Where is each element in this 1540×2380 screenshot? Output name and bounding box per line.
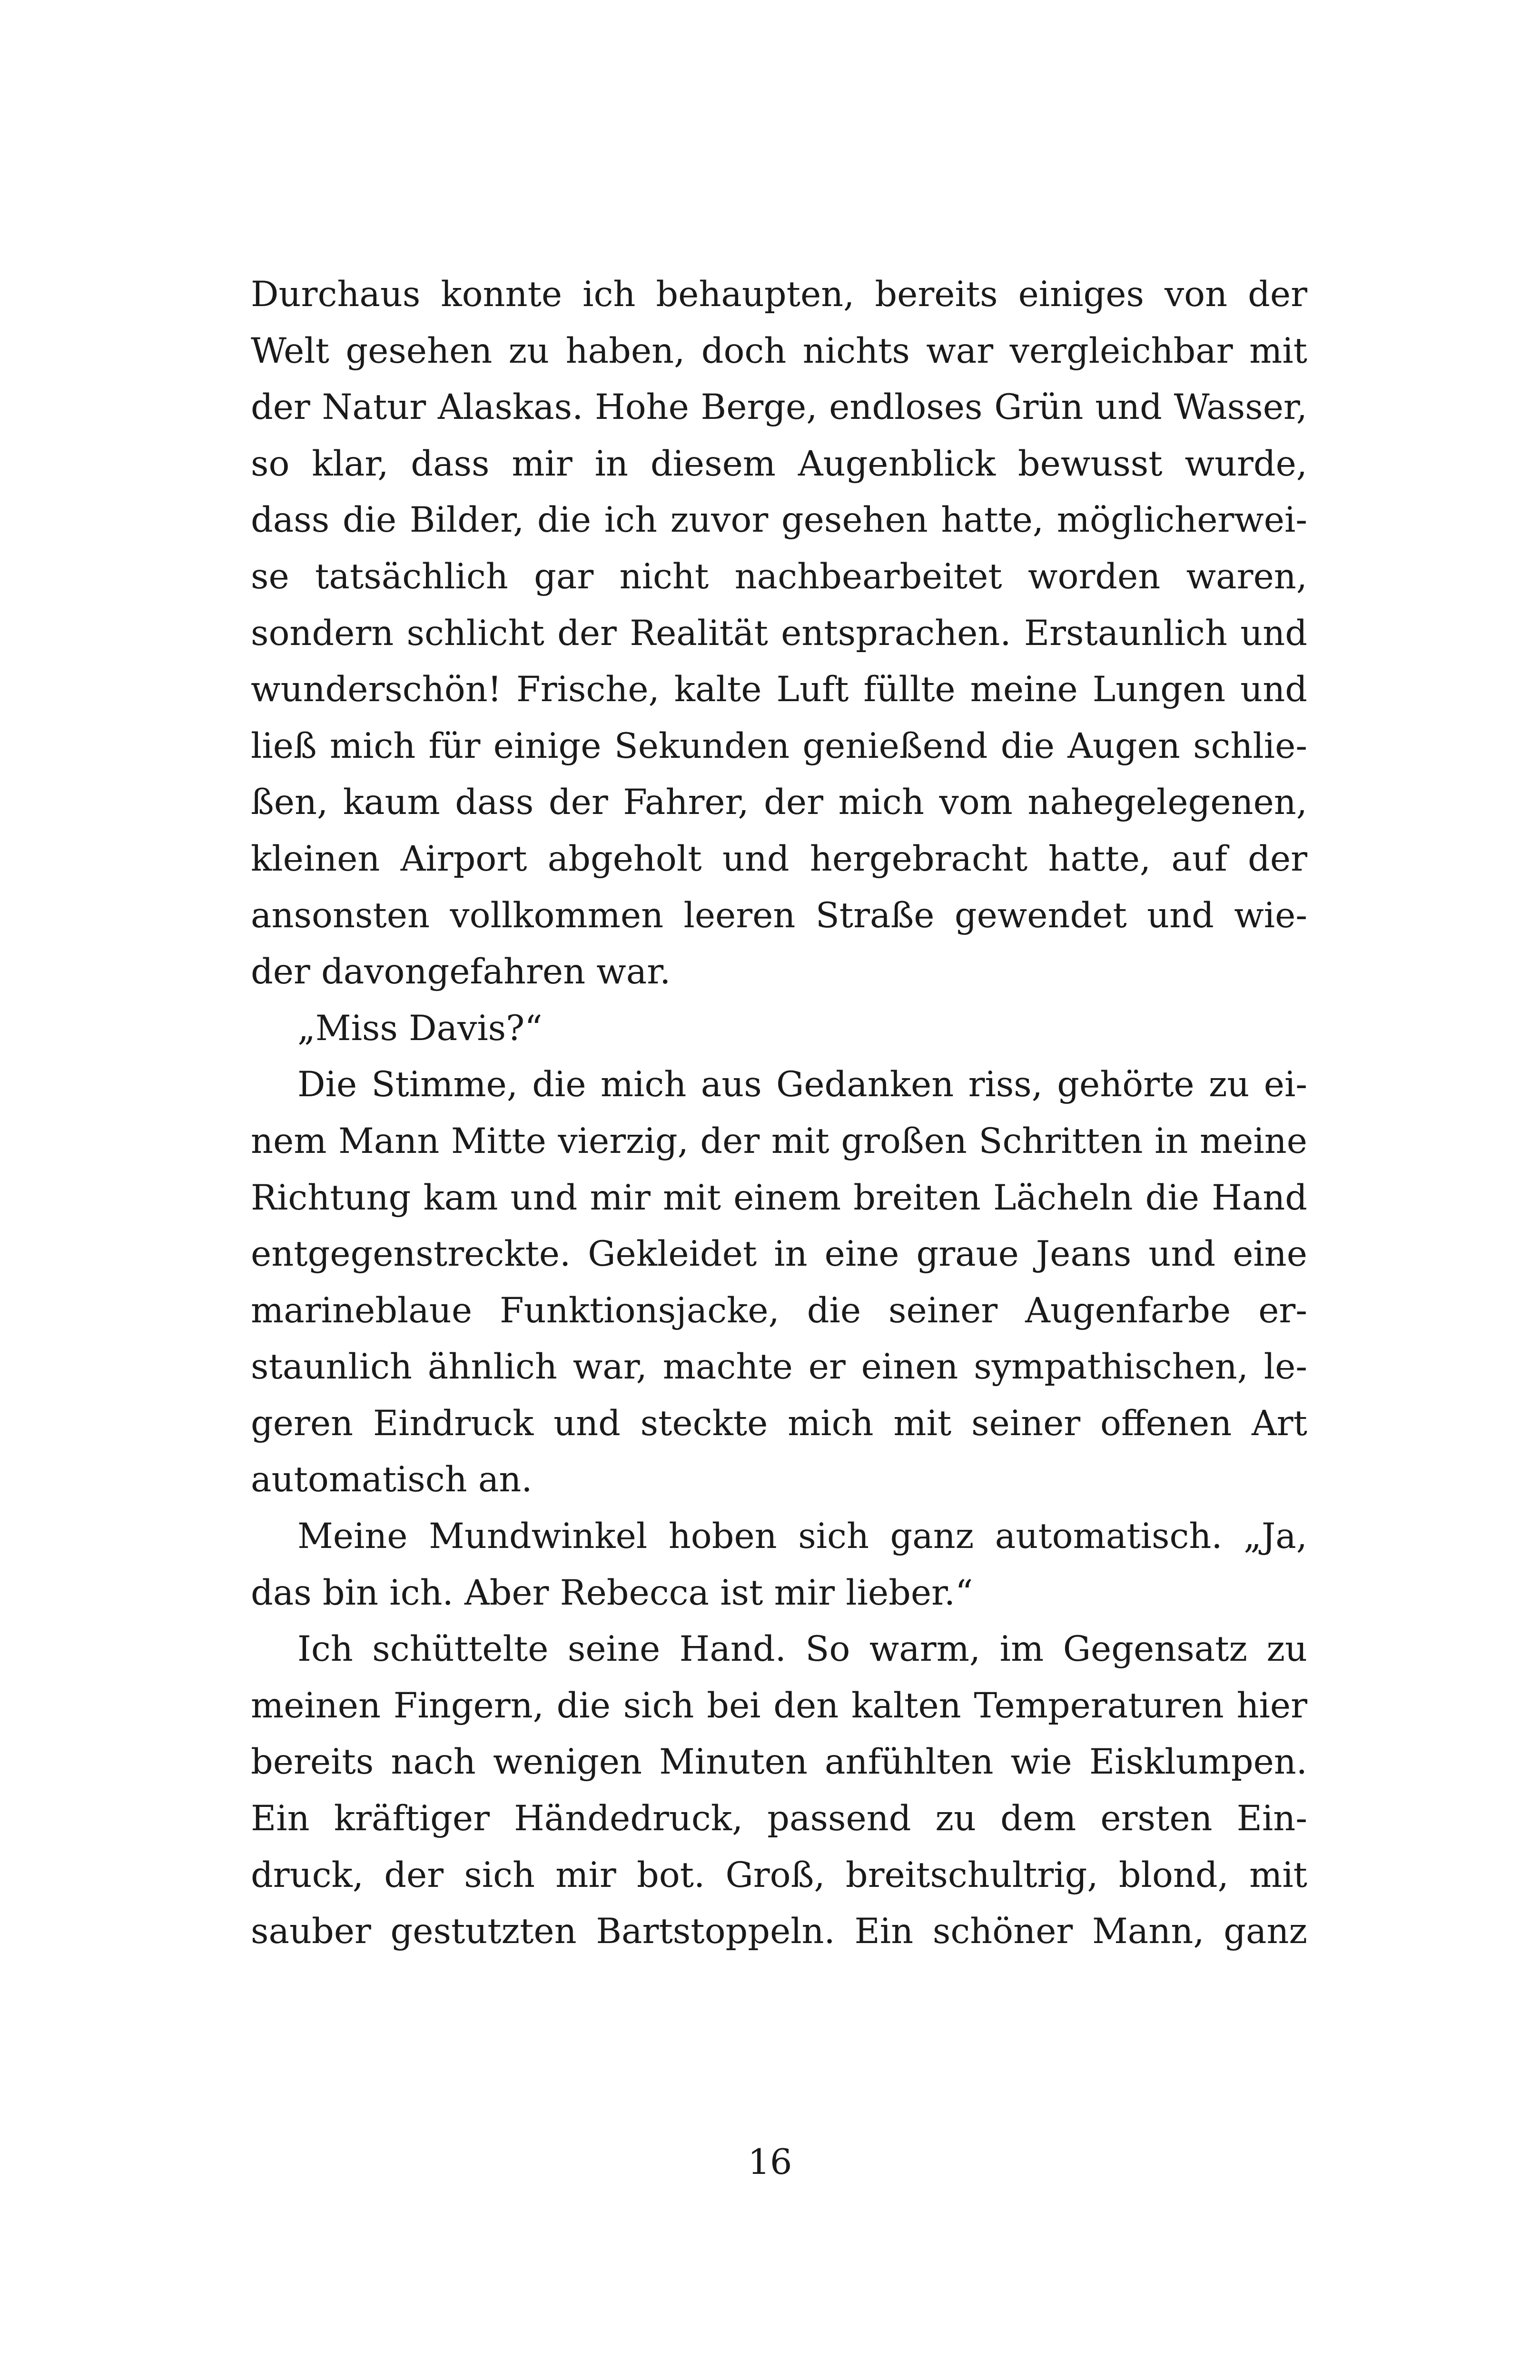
- text-line: Durchaus konnte ich behaupten, bereits einiges von der: [251, 274, 1307, 315]
- text-line: sondern schlicht der Realität entsprachen. Erstaunlich und: [251, 613, 1307, 654]
- text-line: Meine Mundwinkel hoben sich ganz automatisch. „Ja,: [297, 1516, 1307, 1557]
- text-line: das bin ich. Aber Rebecca ist mir lieber.“: [251, 1572, 973, 1613]
- text-line: Die Stimme, die mich aus Gedanken riss, gehörte zu ei-: [297, 1064, 1307, 1105]
- text-line: wunderschön! Frische, kalte Luft füllte meine Lungen und: [251, 669, 1307, 710]
- text-line: dass die Bilder, die ich zuvor gesehen hatte, möglicherwei-: [251, 500, 1307, 541]
- text-line: Welt gesehen zu haben, doch nichts war vergleichbar mit: [251, 330, 1307, 371]
- page-number: 16: [748, 2142, 792, 2182]
- text-line: sauber gestutzten Bartstoppeln. Ein schöner Mann, ganz: [251, 1911, 1307, 1952]
- text-line: bereits nach wenigen Minuten anfühlten wie Eisklumpen.: [251, 1742, 1307, 1783]
- body-text: [251, 267, 1307, 1960]
- text-line: der Natur Alaskas. Hohe Berge, endloses Grün und Wasser,: [251, 387, 1307, 428]
- text-line: nem Mann Mitte vierzig, der mit großen Schritten in meine: [251, 1121, 1307, 1161]
- text-line: staunlich ähnlich war, machte er einen sympathischen, le-: [251, 1347, 1307, 1388]
- text-line: der davongefahren war.: [251, 952, 671, 992]
- text-line: Ein kräftiger Händedruck, passend zu dem ersten Ein-: [251, 1798, 1307, 1839]
- text-line: marineblaue Funktionsjacke, die seiner Augenfarbe er-: [251, 1290, 1307, 1331]
- text-line: „Miss Davis?“: [297, 1008, 543, 1049]
- text-line: kleinen Airport abgeholt und hergebracht hatte, auf der: [251, 838, 1307, 879]
- text-line: Ich schüttelte seine Hand. So warm, im Gegensatz zu: [297, 1629, 1307, 1670]
- text-line: se tatsächlich gar nicht nachbearbeitet worden waren,: [251, 556, 1307, 597]
- text-line: meinen Fingern, die sich bei den kalten Temperaturen hier: [251, 1685, 1307, 1726]
- text-line: so klar, dass mir in diesem Augenblick bewusst wurde,: [251, 443, 1307, 484]
- text-line: entgegenstreckte. Gekleidet in eine graue Jeans und eine: [251, 1234, 1307, 1275]
- text-line: Richtung kam und mir mit einem breiten Lächeln die Hand: [251, 1177, 1307, 1218]
- text-line: geren Eindruck und steckte mich mit seiner offenen Art: [251, 1403, 1307, 1444]
- text-line: ansonsten vollkommen leeren Straße gewendet und wie-: [251, 895, 1307, 936]
- text-line: ließ mich für einige Sekunden genießend die Augen schlie-: [251, 725, 1307, 766]
- text-line: ßen, kaum dass der Fahrer, der mich vom nahegelegenen,: [251, 782, 1307, 823]
- text-line: automatisch an.: [251, 1459, 533, 1500]
- text-line: druck, der sich mir bot. Groß, breitschultrig, blond, mit: [251, 1854, 1307, 1895]
